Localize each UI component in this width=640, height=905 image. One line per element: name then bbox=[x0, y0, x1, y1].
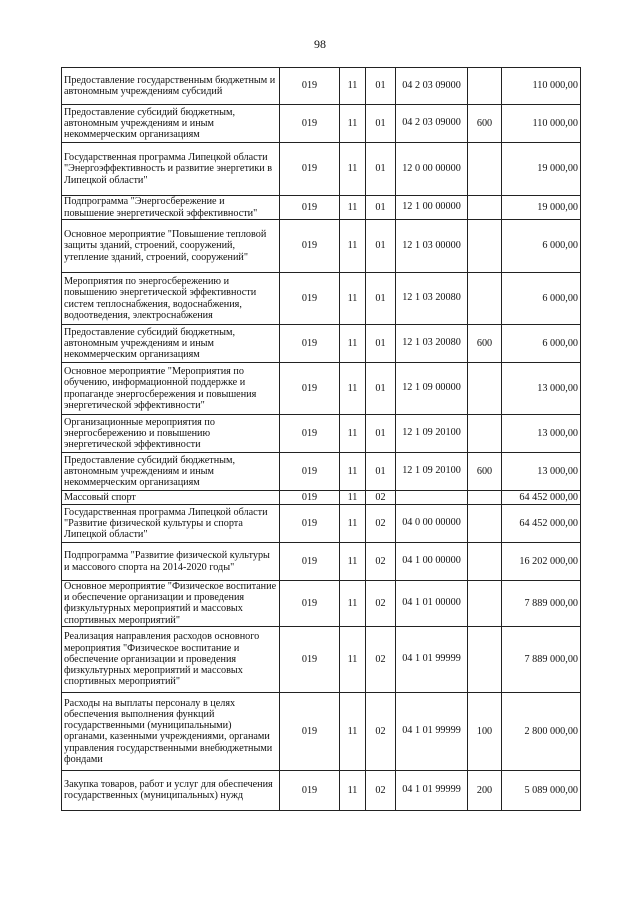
table-row bbox=[62, 543, 581, 581]
cell-article: 12 1 09 20100 bbox=[396, 415, 468, 453]
table-row bbox=[62, 196, 581, 220]
cell-article: 04 1 01 99999 bbox=[396, 626, 468, 692]
table-row bbox=[62, 453, 581, 491]
table-row bbox=[62, 220, 581, 273]
cell-expense-type bbox=[468, 273, 502, 325]
cell-sum: 64 452 000,00 bbox=[502, 505, 581, 543]
cell-code: 019 bbox=[280, 453, 340, 491]
cell-expense-type bbox=[468, 143, 502, 196]
cell-name: Основное мероприятие "Физическое воспитание и обеспечение организации и проведения физкультурных мероприятий и массовых спортивных мероприятий" bbox=[62, 581, 280, 627]
cell-section: 11 bbox=[340, 273, 366, 325]
cell-code: 019 bbox=[280, 543, 340, 581]
cell-article: 04 0 00 00000 bbox=[396, 505, 468, 543]
cell-code: 019 bbox=[280, 220, 340, 273]
cell-expense-type bbox=[468, 543, 502, 581]
cell-name: Массовый спорт bbox=[62, 491, 280, 505]
cell-code: 019 bbox=[280, 626, 340, 692]
cell-section: 11 bbox=[340, 68, 366, 105]
cell-expense-type: 600 bbox=[468, 105, 502, 143]
cell-subsection: 02 bbox=[366, 491, 396, 505]
cell-expense-type: 600 bbox=[468, 325, 502, 363]
table-row bbox=[62, 105, 581, 143]
cell-article: 04 1 01 00000 bbox=[396, 581, 468, 627]
cell-sum: 2 800 000,00 bbox=[502, 692, 581, 770]
table-row bbox=[62, 581, 581, 627]
cell-subsection: 01 bbox=[366, 68, 396, 105]
cell-name: Мероприятия по энергосбережению и повышению энергетической эффективности систем теплоснабжения, водоснабжения, водоотведения, электроснабжения bbox=[62, 273, 280, 325]
cell-expense-type bbox=[468, 220, 502, 273]
cell-name: Расходы на выплаты персоналу в целях обеспечения выполнения функций государственными (муниципальными) органами, казенными учреждениями, органами управления государственными внебюджетными фондами bbox=[62, 692, 280, 770]
cell-sum: 110 000,00 bbox=[502, 105, 581, 143]
cell-sum: 19 000,00 bbox=[502, 143, 581, 196]
cell-sum: 19 000,00 bbox=[502, 196, 581, 220]
cell-code: 019 bbox=[280, 505, 340, 543]
cell-subsection: 01 bbox=[366, 325, 396, 363]
cell-sum: 110 000,00 bbox=[502, 68, 581, 105]
cell-article: 04 2 03 09000 bbox=[396, 68, 468, 105]
table-row bbox=[62, 68, 581, 105]
cell-article: 04 1 01 99999 bbox=[396, 692, 468, 770]
cell-subsection: 01 bbox=[366, 273, 396, 325]
cell-section: 11 bbox=[340, 363, 366, 415]
cell-article: 04 2 03 09000 bbox=[396, 105, 468, 143]
cell-subsection: 02 bbox=[366, 770, 396, 810]
table-row bbox=[62, 143, 581, 196]
cell-sum: 7 889 000,00 bbox=[502, 581, 581, 627]
cell-article: 12 1 09 00000 bbox=[396, 363, 468, 415]
cell-article: 04 1 01 99999 bbox=[396, 770, 468, 810]
cell-subsection: 01 bbox=[366, 453, 396, 491]
cell-code: 019 bbox=[280, 325, 340, 363]
cell-sum: 7 889 000,00 bbox=[502, 626, 581, 692]
cell-section: 11 bbox=[340, 196, 366, 220]
cell-sum: 6 000,00 bbox=[502, 220, 581, 273]
cell-section: 11 bbox=[340, 325, 366, 363]
cell-expense-type bbox=[468, 581, 502, 627]
cell-code: 019 bbox=[280, 415, 340, 453]
cell-name: Основное мероприятие "Мероприятия по обучению, информационной поддержке и пропаганде энергосбережения и повышения энергетической эффективности" bbox=[62, 363, 280, 415]
cell-section: 11 bbox=[340, 143, 366, 196]
cell-sum: 13 000,00 bbox=[502, 415, 581, 453]
cell-code: 019 bbox=[280, 692, 340, 770]
cell-sum: 64 452 000,00 bbox=[502, 491, 581, 505]
cell-expense-type bbox=[468, 505, 502, 543]
cell-subsection: 01 bbox=[366, 105, 396, 143]
table-row bbox=[62, 325, 581, 363]
table-row bbox=[62, 491, 581, 505]
cell-article: 12 1 00 00000 bbox=[396, 196, 468, 220]
table-row bbox=[62, 363, 581, 415]
cell-expense-type bbox=[468, 68, 502, 105]
cell-article: 12 1 03 20080 bbox=[396, 325, 468, 363]
cell-name: Основное мероприятие "Повышение тепловой защиты зданий, строений, сооружений, утепление зданий, строений, сооружений" bbox=[62, 220, 280, 273]
cell-code: 019 bbox=[280, 363, 340, 415]
cell-code: 019 bbox=[280, 273, 340, 325]
cell-name: Государственная программа Липецкой области "Развитие физической культуры и спорта Липецкой области" bbox=[62, 505, 280, 543]
cell-subsection: 02 bbox=[366, 626, 396, 692]
cell-sum: 16 202 000,00 bbox=[502, 543, 581, 581]
cell-expense-type bbox=[468, 626, 502, 692]
cell-sum: 5 089 000,00 bbox=[502, 770, 581, 810]
cell-article bbox=[396, 491, 468, 505]
cell-subsection: 02 bbox=[366, 543, 396, 581]
cell-sum: 6 000,00 bbox=[502, 325, 581, 363]
cell-name: Реализация направления расходов основного мероприятия "Физическое воспитание и обеспечение организации и проведения физкультурных мероприятий и массовых спортивных мероприятий" bbox=[62, 626, 280, 692]
cell-section: 11 bbox=[340, 505, 366, 543]
cell-article: 12 1 09 20100 bbox=[396, 453, 468, 491]
cell-expense-type bbox=[468, 415, 502, 453]
cell-subsection: 02 bbox=[366, 505, 396, 543]
cell-expense-type bbox=[468, 196, 502, 220]
cell-section: 11 bbox=[340, 491, 366, 505]
cell-code: 019 bbox=[280, 581, 340, 627]
cell-article: 04 1 00 00000 bbox=[396, 543, 468, 581]
cell-article: 12 1 03 00000 bbox=[396, 220, 468, 273]
cell-subsection: 01 bbox=[366, 143, 396, 196]
cell-section: 11 bbox=[340, 692, 366, 770]
cell-code: 019 bbox=[280, 105, 340, 143]
table-row bbox=[62, 415, 581, 453]
cell-code: 019 bbox=[280, 196, 340, 220]
cell-name: Предоставление субсидий бюджетным, автономным учреждениям и иным некоммерческим организациям bbox=[62, 325, 280, 363]
cell-article: 12 0 00 00000 bbox=[396, 143, 468, 196]
cell-subsection: 01 bbox=[366, 415, 396, 453]
cell-subsection: 02 bbox=[366, 692, 396, 770]
budget-table bbox=[61, 67, 581, 811]
cell-expense-type bbox=[468, 363, 502, 415]
cell-name: Организационные мероприятия по энергосбережению и повышению энергетической эффективности bbox=[62, 415, 280, 453]
cell-name: Подпрограмма "Развитие физической культуры и массового спорта на 2014-2020 годы" bbox=[62, 543, 280, 581]
cell-section: 11 bbox=[340, 770, 366, 810]
cell-subsection: 01 bbox=[366, 220, 396, 273]
cell-sum: 6 000,00 bbox=[502, 273, 581, 325]
cell-code: 019 bbox=[280, 770, 340, 810]
cell-section: 11 bbox=[340, 543, 366, 581]
cell-name: Предоставление государственным бюджетным и автономным учреждениям субсидий bbox=[62, 68, 280, 105]
cell-expense-type: 100 bbox=[468, 692, 502, 770]
page-number: 98 bbox=[314, 37, 326, 51]
cell-sum: 13 000,00 bbox=[502, 453, 581, 491]
cell-article: 12 1 03 20080 bbox=[396, 273, 468, 325]
cell-name: Подпрограмма "Энергосбережение и повышение энергетической эффективности" bbox=[62, 196, 280, 220]
table-row bbox=[62, 626, 581, 692]
cell-section: 11 bbox=[340, 105, 366, 143]
cell-name: Закупка товаров, работ и услуг для обеспечения государственных (муниципальных) нужд bbox=[62, 770, 280, 810]
cell-section: 11 bbox=[340, 220, 366, 273]
cell-section: 11 bbox=[340, 453, 366, 491]
cell-name: Предоставление субсидий бюджетным, автономным учреждениям и иным некоммерческим организациям bbox=[62, 105, 280, 143]
cell-subsection: 01 bbox=[366, 196, 396, 220]
cell-expense-type: 200 bbox=[468, 770, 502, 810]
cell-section: 11 bbox=[340, 581, 366, 627]
table-row bbox=[62, 692, 581, 770]
cell-code: 019 bbox=[280, 143, 340, 196]
table-row bbox=[62, 770, 581, 810]
cell-name: Предоставление субсидий бюджетным, автономным учреждениям и иным некоммерческим организациям bbox=[62, 453, 280, 491]
cell-expense-type: 600 bbox=[468, 453, 502, 491]
cell-subsection: 01 bbox=[366, 363, 396, 415]
cell-name: Государственная программа Липецкой области "Энергоэффективность и развитие энергетики в Липецкой области" bbox=[62, 143, 280, 196]
cell-code: 019 bbox=[280, 68, 340, 105]
table-row bbox=[62, 505, 581, 543]
cell-code: 019 bbox=[280, 491, 340, 505]
cell-section: 11 bbox=[340, 415, 366, 453]
table-row bbox=[62, 273, 581, 325]
cell-expense-type bbox=[468, 491, 502, 505]
cell-subsection: 02 bbox=[366, 581, 396, 627]
cell-sum: 13 000,00 bbox=[502, 363, 581, 415]
cell-section: 11 bbox=[340, 626, 366, 692]
